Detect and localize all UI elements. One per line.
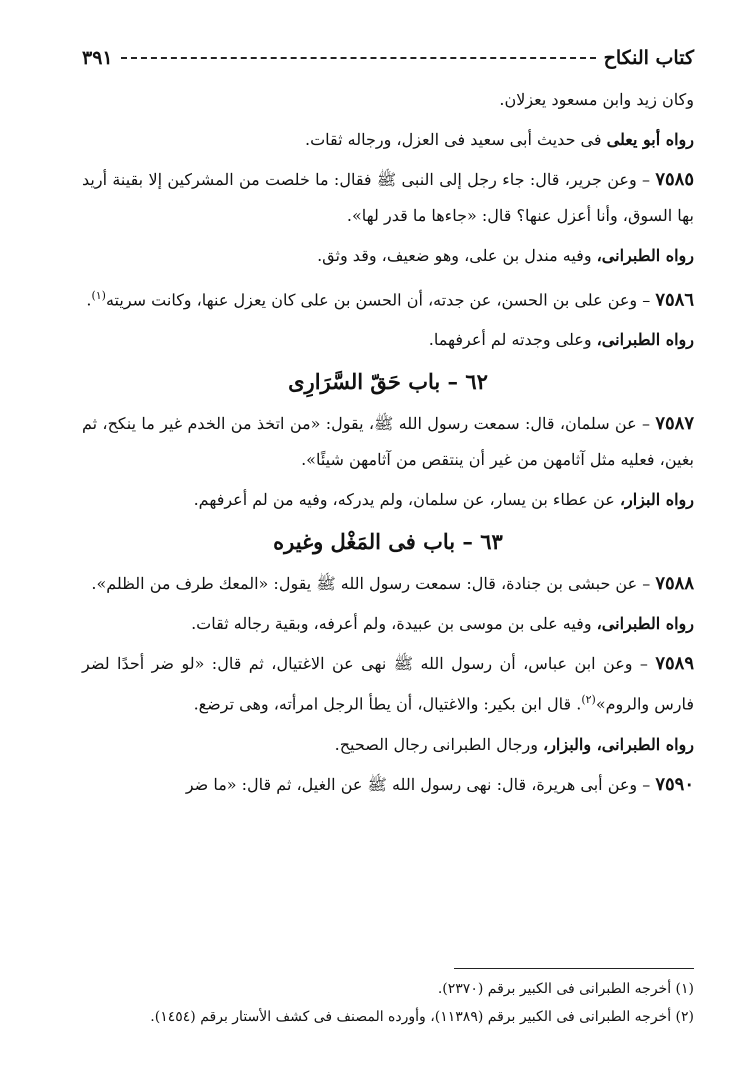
hadith-7588 xyxy=(82,566,694,602)
hadith-text: – عن سلمان، قال: سمعت رسول الله ﷺ، يقول: «من اتخذ من الخدم غير ما ينكح، ثم بغين، فعليه مثل آثامهن من غير أن ينتقص من آثامهن شيئًا». xyxy=(82,414,694,470)
footnote-2: (٢) أخرجه الطبرانى فى الكبير برقم (١١٣٨٩)، وأورده المصنف فى كشف الأستار برقم (١٤٥٤). xyxy=(150,1009,694,1025)
chapter-heading-63: ٦٣ – باب فى المَغْل وغيره xyxy=(273,529,503,555)
hadith-number: ٧٥٨٥ xyxy=(655,169,694,190)
hadith-7585 xyxy=(82,162,694,234)
source-name: رواه الطبرانى، xyxy=(596,614,694,634)
footnote-ref[interactable]: (٢) xyxy=(581,693,596,707)
page-header xyxy=(82,38,694,78)
header-divider xyxy=(121,57,596,59)
source-detail: عن عطاء بن يسار، عن سلمان، ولم يدركه، وفيه من لم أعرفهم. xyxy=(193,490,620,510)
footnote-1: (١) أخرجه الطبرانى فى الكبير برقم (٢٣٧٠). xyxy=(437,981,694,997)
narration-source xyxy=(82,482,694,518)
hadith-7590 xyxy=(82,767,694,803)
hadith-7586 xyxy=(82,278,694,318)
source-detail: وعلى وجدته لم أعرفهما. xyxy=(428,330,597,350)
narration-source xyxy=(82,606,694,642)
hadith-text-end: . xyxy=(86,290,92,310)
page-number: ٣٩١ xyxy=(82,47,113,69)
source-detail: ورجال الطبرانى رجال الصحيح. xyxy=(334,734,544,754)
narration-source xyxy=(82,122,694,158)
footnotes xyxy=(82,968,694,1031)
hadith-text: – وعن أبى هريرة، قال: نهى رسول الله ﷺ عن الغيل، ثم قال: «ما ضر xyxy=(185,774,656,794)
hadith-text: – وعن ابن عباس، أن رسول الله ﷺ نهى عن الاغتيال، ثم قال: «لو ضر أحدًا لضر فارس والروم» xyxy=(82,654,694,714)
book-title: كتاب النكاح xyxy=(603,47,694,69)
hadith-number: ٧٥٨٩ xyxy=(655,653,694,675)
hadith-text: – عن حبشى بن جنادة، قال: سمعت رسول الله ﷺ يقول: «المعك طرف من الظلم». xyxy=(91,574,656,594)
hadith-7589 xyxy=(82,646,694,722)
footnote-divider xyxy=(454,968,694,969)
source-name: رواه الطبرانى، xyxy=(596,330,694,350)
source-name: رواه البزار، xyxy=(619,490,694,510)
source-name: رواه الطبرانى، والبزار، xyxy=(543,734,694,754)
narration-source xyxy=(82,238,694,274)
hadith-number: ٧٥٨٦ xyxy=(655,289,694,311)
hadith-number: ٧٥٩٠ xyxy=(655,773,694,795)
source-detail: فى حديث أبى سعيد فى العزل، ورجاله ثقات. xyxy=(305,130,607,149)
source-detail: وفيه مندل بن على، وهو ضعيف، وقد وثق. xyxy=(317,246,597,265)
source-name: رواه الطبرانى، xyxy=(596,246,694,265)
hadith-number: ٧٥٨٧ xyxy=(655,413,695,435)
source-detail: وفيه على بن موسى بن عبيدة، ولم أعرفه، وبقية رجاله ثقات. xyxy=(191,614,597,634)
hadith-7587 xyxy=(82,406,694,478)
main-text xyxy=(82,82,694,807)
hadith-number: ٧٥٨٨ xyxy=(655,573,694,595)
narration-source xyxy=(82,727,694,763)
narration-source xyxy=(82,322,694,358)
hadith-text: – وعن جرير، قال: جاء رجل إلى النبى ﷺ فقال: ما خلصت من المشركين إلا بقينة أريد بها السوق، وأنا أعزل عنها؟ قال: «جاءها ما قدر لها». xyxy=(82,170,694,225)
hadith-text-end: . قال ابن بكير: والاغتيال، أن يطأ الرجل امرأته، وهى ترضع. xyxy=(193,694,582,714)
footnote-ref[interactable]: (١) xyxy=(91,289,106,302)
source-name: رواه أبو يعلى xyxy=(606,130,694,149)
hadith-text: – وعن على بن الحسن، عن جدته، أن الحسن بن على كان يعزل عنها، وكانت سريته xyxy=(105,290,656,310)
chapter-heading-62: ٦٢ – باب حَقّ السَّرَارِى xyxy=(288,369,488,395)
text-line: وكان زيد وابن مسعود يعزلان. xyxy=(499,90,694,109)
